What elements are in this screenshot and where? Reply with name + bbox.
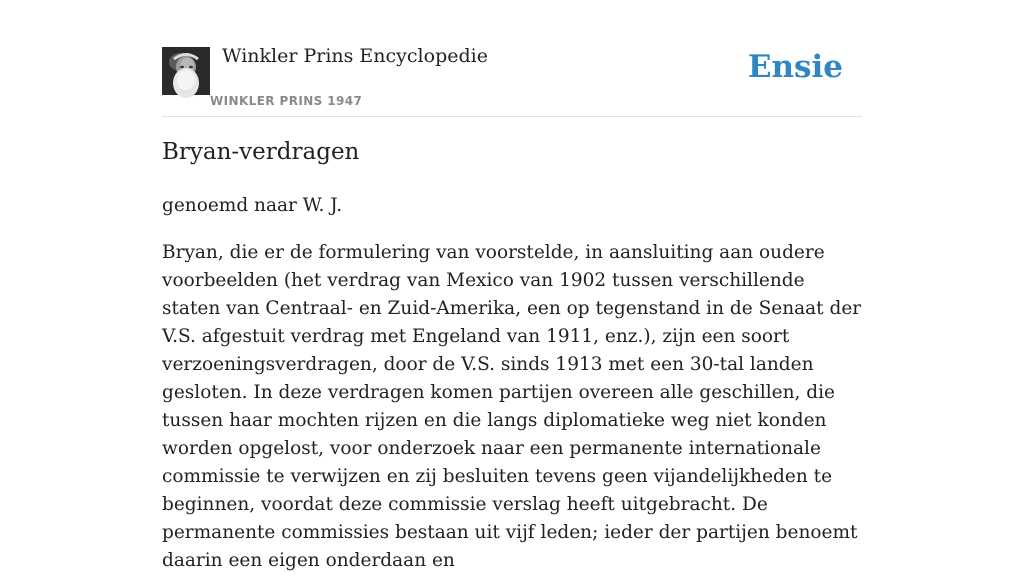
article-title: Bryan-verdragen — [162, 139, 360, 165]
site-header — [162, 0, 862, 117]
site-name-link[interactable]: Winkler Prins Encyclopedie — [222, 45, 488, 67]
brand-logo[interactable]: Ensie — [747, 49, 843, 85]
article-paragraph: Bryan, die er de formulering van voorstelde, in aansluiting aan oudere voorbeelden (het verdrag van Mexico van 1902 tussen verschillende staten van Centraal- en Zuid-Amerika, een op tegenstand in de Senaat der V.S. afgestuit verdrag met Engeland van 1911, enz.), zijn een soort verzoeningsverdragen, door de V.S. sinds 1913 met een 30-tal landen gesloten. In deze verdragen komen partijen overeen alle geschillen, die tussen haar mochten rijzen en die langs diplomatieke weg niet konden worden opgelost, voor onderzoek naar een permanente internationale commissie te verwijzen en zij besluiten tevens geen vijandelijkheden te beginnen, voordat deze commissie verslag heeft uitgebracht. De permanente commissies bestaan uit vijf leden; ieder der partijen benoemt daarin een eigen onderdaan en — [162, 242, 862, 571]
bearded-man-portrait-icon — [162, 47, 210, 95]
avatar-portrait-icon[interactable] — [162, 47, 210, 95]
article-paragraph: genoemd naar W. J. — [162, 195, 343, 216]
site-subtitle: WINKLER PRINS 1947 — [210, 94, 363, 108]
